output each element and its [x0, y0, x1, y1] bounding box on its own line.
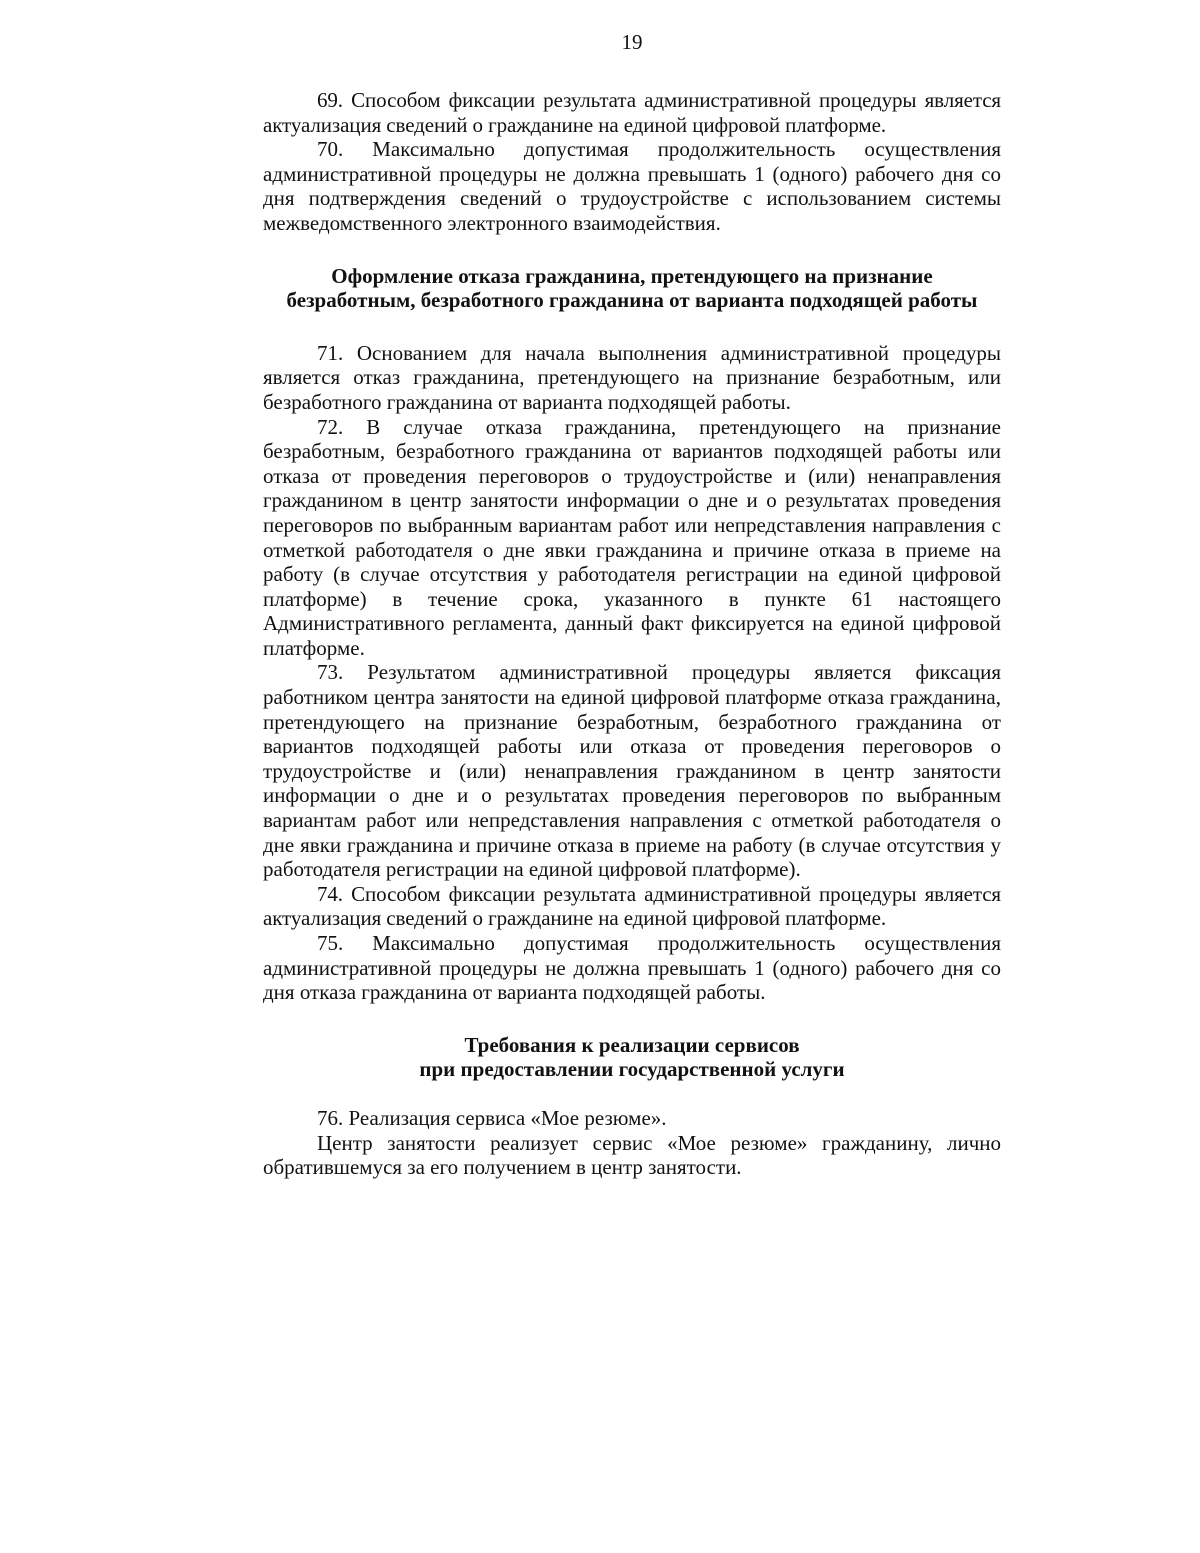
- heading-line: безработным, безработного гражданина от варианта подходящей работы: [286, 288, 978, 313]
- document-body: [263, 88, 1001, 1180]
- heading-line: Требования к реализации сервисов: [464, 1032, 800, 1057]
- paragraph-69: 69. Способом фиксации результата административной процедуры является актуализация сведений о гражданине на единой цифровой платформе.: [263, 88, 1001, 137]
- paragraph-72: 72. В случае отказа гражданина, претендующего на признание безработным, безработного гражданина от вариантов подходящей работы или отказа от проведения переговоров о трудоустройстве и (или) ненаправления гражданином в центр занятости информации о дне и о результатах проведения переговоров по выбранным вариантам работ или непредставления направления с отметкой работодателя о дне явки гражданина и причине отказа в приеме на работу (в случае отсутствия у работодателя регистрации на единой цифровой платформе) в течение срока, указанного в пункте 61 настоящего Административного регламента, данный факт фиксируется на единой цифровой платформе.: [263, 414, 1001, 660]
- spacer: [263, 313, 1001, 341]
- section-heading-services: [263, 1033, 1001, 1082]
- paragraph-74: 74. Способом фиксации результата административной процедуры является актуализация сведений о гражданине на единой цифровой платформе.: [263, 881, 1001, 931]
- paragraph-75: 75. Максимально допустимая продолжительность осуществления административной процедуры не должна превышать 1 (одного) рабочего дня со дня отказа гражданина от варианта подходящей работы.: [263, 931, 1001, 1005]
- paragraph-76-body: Центр занятости реализует сервис «Мое резюме» гражданину, лично обратившемуся за его получением в центр занятости.: [263, 1130, 1001, 1180]
- paragraph-70: 70. Максимально допустимая продолжительность осуществления административной процедуры не должна превышать 1 (одного) рабочего дня со дня подтверждения сведений о трудоустройстве с использованием системы межведомственного электронного взаимодействия.: [263, 137, 1001, 235]
- paragraph-73: 73. Результатом административной процедуры является фиксация работником центра занятости на единой цифровой платформе отказа гражданина, претендующего на признание безработным, безработного гражданина от вариантов подходящей работы или отказа от проведения переговоров о трудоустройстве и (или) ненаправления гражданином в центр занятости информации о дне и о результатах проведения переговоров по выбранным вариантам работ или непредставления направления с отметкой работодателя о дне явки гражданина и причине отказа в приеме на работу (в случае отсутствия у работодателя регистрации на единой цифровой платформе).: [263, 660, 1001, 882]
- paragraph-76: 76. Реализация сервиса «Мое резюме».: [317, 1105, 667, 1130]
- spacer: [263, 1082, 1001, 1106]
- spacer: [263, 1005, 1001, 1033]
- paragraph-71: 71. Основанием для начала выполнения административной процедуры является отказ гражданина, претендующего на признание безработным, или безработного гражданина от варианта подходящей работы.: [263, 340, 1001, 414]
- section-heading-refusal: [263, 264, 1001, 313]
- page-number: 19: [621, 30, 643, 54]
- spacer: [263, 236, 1001, 264]
- heading-line: Оформление отказа гражданина, претендующего на признание: [331, 263, 933, 288]
- heading-line: при предоставлении государственной услуги: [419, 1057, 845, 1082]
